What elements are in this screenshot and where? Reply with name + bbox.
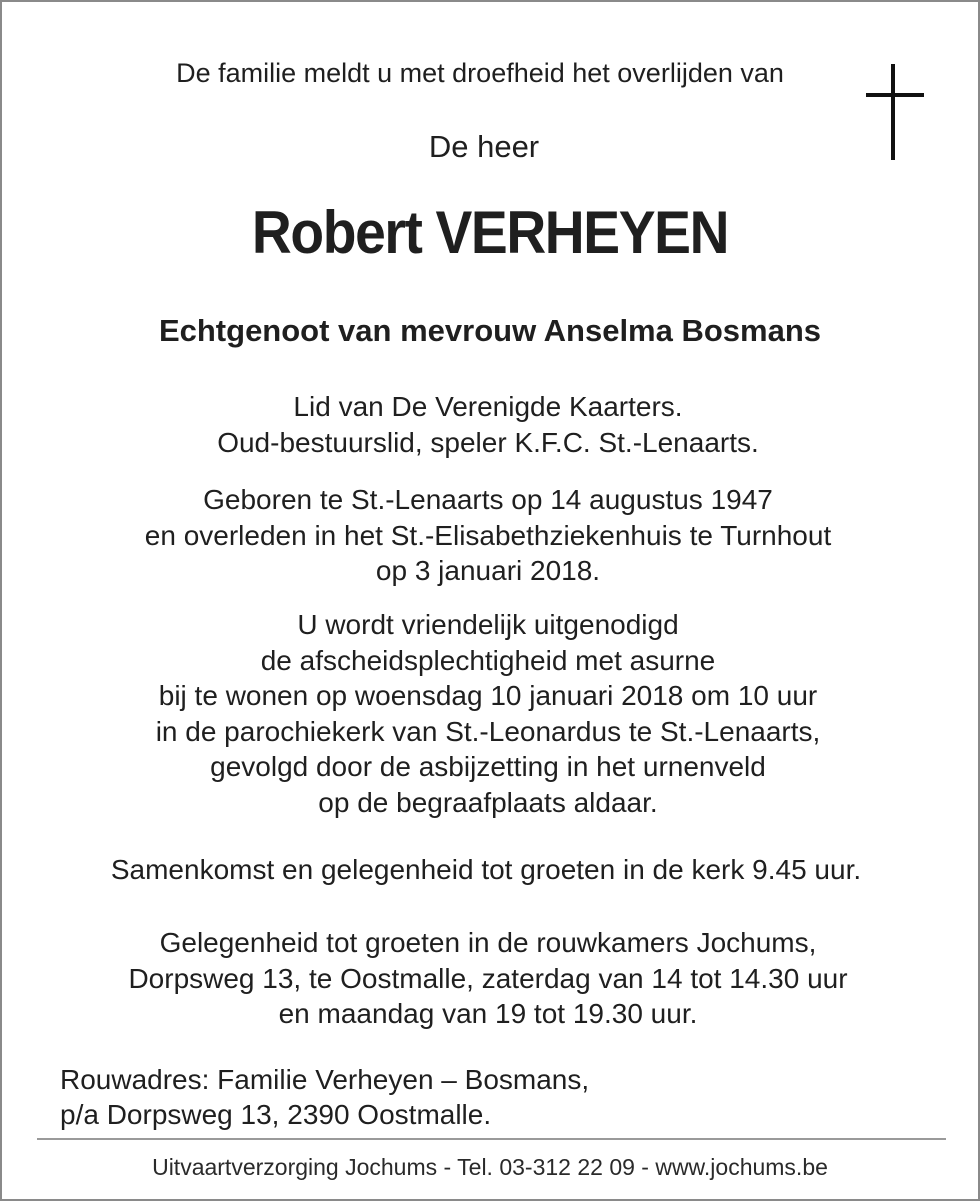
visitation-block <box>0 925 976 1032</box>
ceremony-line: bij te wonen op woensdag 10 januari 2018 om 10 uur <box>158 680 818 711</box>
ceremony-line: op de begraafplaats aldaar. <box>318 786 658 818</box>
death-line: en overleden in het St.-Elisabethziekenhuis te Turnhout <box>144 519 832 551</box>
memberships-block <box>0 389 976 460</box>
ceremony-line: U wordt vriendelijk uitgenodigd <box>297 609 679 640</box>
ceremony-line: in de parochiekerk van St.-Leonardus te St.-Lenaarts, <box>155 715 821 747</box>
ceremony-line: de afscheidsplechtigheid met asurne <box>260 644 716 676</box>
membership-line: Oud-bestuurslid, speler K.F.C. St.-Lenaarts. <box>217 426 759 458</box>
birth-death-block <box>0 482 976 589</box>
gathering-line: Samenkomst en gelegenheid tot groeten in de kerk 9.45 uur. <box>110 854 862 885</box>
visitation-line: en maandag van 19 tot 19.30 uur. <box>278 998 698 1029</box>
footer-divider <box>37 1138 946 1140</box>
visitation-line: Gelegenheid tot groeten in de rouwkamers Jochums, <box>159 927 817 958</box>
ceremony-line: gevolgd door de asbijzetting in het urnenveld <box>210 751 766 782</box>
death-date-line: op 3 januari 2018. <box>375 555 601 586</box>
membership-line: Lid van De Verenigde Kaarters. <box>293 391 683 422</box>
spouse-line: Echtgenoot van mevrouw Anselma Bosmans <box>158 313 822 348</box>
deceased-name: Robert VERHEYEN <box>251 199 729 266</box>
visitation-line: Dorpsweg 13, te Oostmalle, zaterdag van 14 tot 14.30 uur <box>128 962 848 994</box>
address-line: Rouwadres: Familie Verheyen – Bosmans, <box>60 1064 590 1095</box>
birth-line: Geboren te St.-Lenaarts op 14 augustus 1947 <box>203 484 773 515</box>
address-line: p/a Dorpsweg 13, 2390 Oostmalle. <box>60 1099 492 1130</box>
funeral-home-footer: Uitvaartverzorging Jochums - Tel. 03-312 22 09 - www.jochums.be <box>152 1154 828 1180</box>
salutation: De heer <box>428 129 540 164</box>
mourning-address <box>60 1062 589 1132</box>
ceremony-block <box>0 607 976 820</box>
intro-text: De familie meldt u met droefheid het overlijden van <box>176 58 784 88</box>
